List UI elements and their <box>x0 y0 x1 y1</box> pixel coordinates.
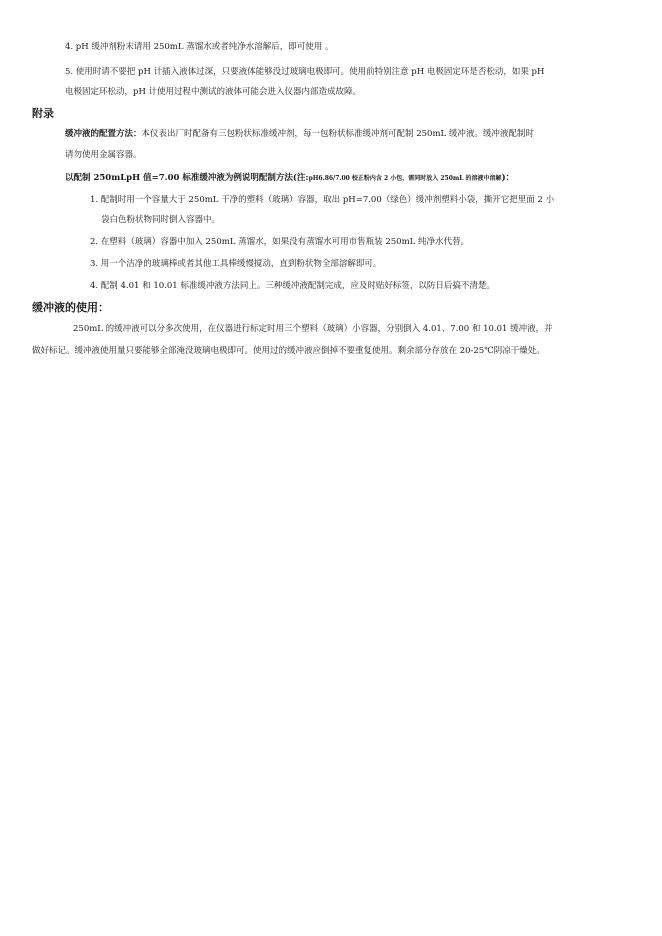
intro-item-4: 4. pH 缓冲剂粉末请用 250mL 蒸馏水或者纯净水溶解后，即可使用 。 <box>65 42 334 52</box>
intro-item-5: 5. 使用时请不要把 pH 计插入液体过深，只要液体能够没过玻璃电极即可。使用前特别注意 pH 电极固定环是否松动，如果 pH <box>65 67 545 77</box>
config-paragraph <box>65 128 534 140</box>
step-1: 1. 配制时用一个容量大于 250mL 干净的塑料（玻璃）容器，取出 pH=7.00（绿色）缓冲剂塑料小袋，撕开它把里面 2 小 <box>90 195 555 205</box>
usage-line-2: 做好标记。缓冲液使用量只要能够全部淹没玻璃电极即可。使用过的缓冲液应倒掉不要重复使用。剩余部分存放在 20-25℃阴凉干燥处。 <box>32 346 545 356</box>
config-label: 缓冲液的配置方法： <box>65 129 142 139</box>
example-heading-end: )： <box>501 173 515 183</box>
intro-item-5-cont: 电极固定环松动，pH 计使用过程中测试的液体可能会进入仪器内部造成故障。 <box>65 87 362 97</box>
example-heading-main: 以配制 250mLpH 值=7.00 标准缓冲液为例说明配制方法(注: <box>65 173 309 183</box>
example-note: pH6.86/7.00 校正粉内含 2 小包，需同时放入 250mL 的溶液中溶解 <box>308 175 502 182</box>
config-text-cont: 请勿使用金属容器。 <box>65 150 142 160</box>
step-3: 3. 用一个洁净的玻璃棒或者其他工具棒缓慢搅动，直到粉状物全部溶解即可。 <box>90 259 382 269</box>
step-4: 4. 配制 4.01 和 10.01 标准缓冲液方法同上。三种缓冲液配制完成，应及时贴好标签，以防日后搞不清楚。 <box>90 281 495 291</box>
step-2: 2. 在塑料（玻璃）容器中加入 250mL 蒸馏水，如果没有蒸馏水可用市售瓶装 250mL 纯净水代替。 <box>90 237 469 247</box>
example-heading <box>65 172 514 185</box>
usage-title: 缓冲液的使用： <box>32 301 109 314</box>
appendix-title: 附录 <box>32 107 54 120</box>
step-1-cont: 袋白色粉状物同时倒入容器中。 <box>101 215 221 225</box>
config-text: 本仪表出厂时配备有三包粉状标准缓冲剂，每一包粉状标准缓冲剂可配制 250mL 缓冲液。缓冲液配制时 <box>141 129 534 139</box>
usage-line-1: 250mL 的缓冲液可以分多次使用，在仪器进行标定时用三个塑料（玻璃）小容器，分别倒入 4.01、7.00 和 10.01 缓冲液，并 <box>73 324 553 334</box>
